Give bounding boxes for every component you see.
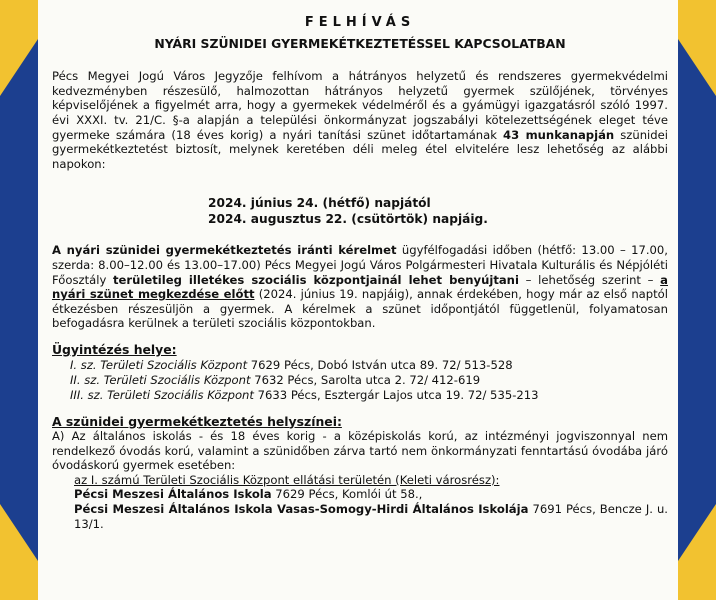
offices-section (52, 343, 668, 403)
office-address: 7633 Pécs, Esztergár Lajos utca 19. 72/ 535-213 (253, 387, 539, 402)
request-lead: A nyári szünidei gyermekétkeztetés iránti kérelmet (52, 243, 397, 258)
date-from: 2024. június 24. (hétfő) napjától (208, 196, 431, 211)
request-text-3: (2024. június 19. napjáig), annak érdekében, hogy már az első naptól étkezésben részesüljön a gyermek. A kérelmek a szünet időpontjától függetlenül, folyamatosan befogadásra kerülnek a területi szociális központokban. (52, 287, 668, 331)
office-row (52, 388, 668, 403)
venues-heading: A szünidei gyermekétkeztetés helyszínei: (52, 413, 342, 429)
intro-days: 43 munkanapján (503, 127, 615, 142)
request-text: ügyfélfogadási időben (hétfő: 13.00 – 17.00, szerda: 8.00–12.00 és 13.00–17.00) Pécs Megyei Jogú Város Polgármesteri Hivatala Kulturális és Népjóléti Főosztály (52, 243, 668, 287)
notice-document (38, 0, 678, 600)
venue-district: az I. számú Területi Szociális Központ ellátási területén (Keleti városrész): (74, 472, 500, 487)
office-row (52, 358, 668, 373)
date-to: 2024. augusztus 22. (csütörtök) napjáig. (208, 212, 488, 227)
notice-title: FELHÍVÁS (304, 15, 416, 30)
venue-point-a: A) Az általános iskolás - és 18 éves korig - a középiskolás korú, az intézményi jogviszonnyal nem rendelkező óvodás korú, valamint a szünidőben zárva tartó nem önkormányzati fenntartású óvodába járó óvodáskorú gyermek esetében: (52, 429, 668, 473)
school-name: Pécsi Meszesi Általános Iskola Vasas-Somogy-Hirdi Általános Iskolája (74, 502, 529, 517)
school-address: 7629 Pécs, Komlói út 58., (271, 487, 423, 502)
intro-paragraph (52, 69, 668, 171)
office-row (52, 373, 668, 388)
office-name: II. sz. Területi Szociális Központ (70, 372, 251, 387)
request-where: területileg illetékes szociális központjainál lehet benyújtani (113, 272, 519, 287)
venue-school (52, 487, 668, 502)
request-paragraph (52, 243, 668, 331)
request-text-2: – lehetőség szerint – (518, 272, 661, 287)
venue-school (52, 502, 668, 531)
request-deadline: a nyári szünet megkezdése előtt (52, 272, 668, 302)
office-name: I. sz. Területi Szociális Központ (70, 357, 248, 372)
office-name: III. sz. Területi Szociális Központ (70, 387, 254, 402)
school-name: Pécsi Meszesi Általános Iskola (74, 487, 272, 502)
notice-subtitle: NYÁRI SZÜNIDEI GYERMEKÉTKEZTETÉSSEL KAPCSOLATBAN (154, 35, 566, 51)
venues-section (52, 415, 668, 532)
office-address: 7629 Pécs, Dobó István utca 89. 72/ 513-528 (247, 357, 513, 372)
service-dates (208, 195, 668, 227)
school-address: 7691 Pécs, Bencze J. u. 13/1. (74, 502, 668, 531)
intro-text-end: szünidei gyermekétkeztetést biztosít, melynek keretében déli meleg étel elvitelére lesz lehetőség az alábbi napokon: (52, 127, 668, 171)
intro-text: Pécs Megyei Jogú Város Jegyzője felhívom a hátrányos helyzetű és rendszeres gyermekvédelmi kedvezményben részesülő, halmozottan hátrányos helyzetű gyermek szülőjének, törvényes képviselőjének a figyelmét arra, hogy a gyermekek védelméről és a gyámügyi igazgatásról szóló 1997. évi XXXI. tv. 21/C. §-a alapján a települési önkormányzat jogszabályi kötelezettségének eleget téve gyermeke számára (18 éves korig) a nyári tanítási szünet időtartamának (52, 69, 668, 142)
offices-heading: Ügyintézés helye: (52, 341, 177, 357)
office-address: 7632 Pécs, Sarolta utca 2. 72/ 412-619 (250, 372, 481, 387)
